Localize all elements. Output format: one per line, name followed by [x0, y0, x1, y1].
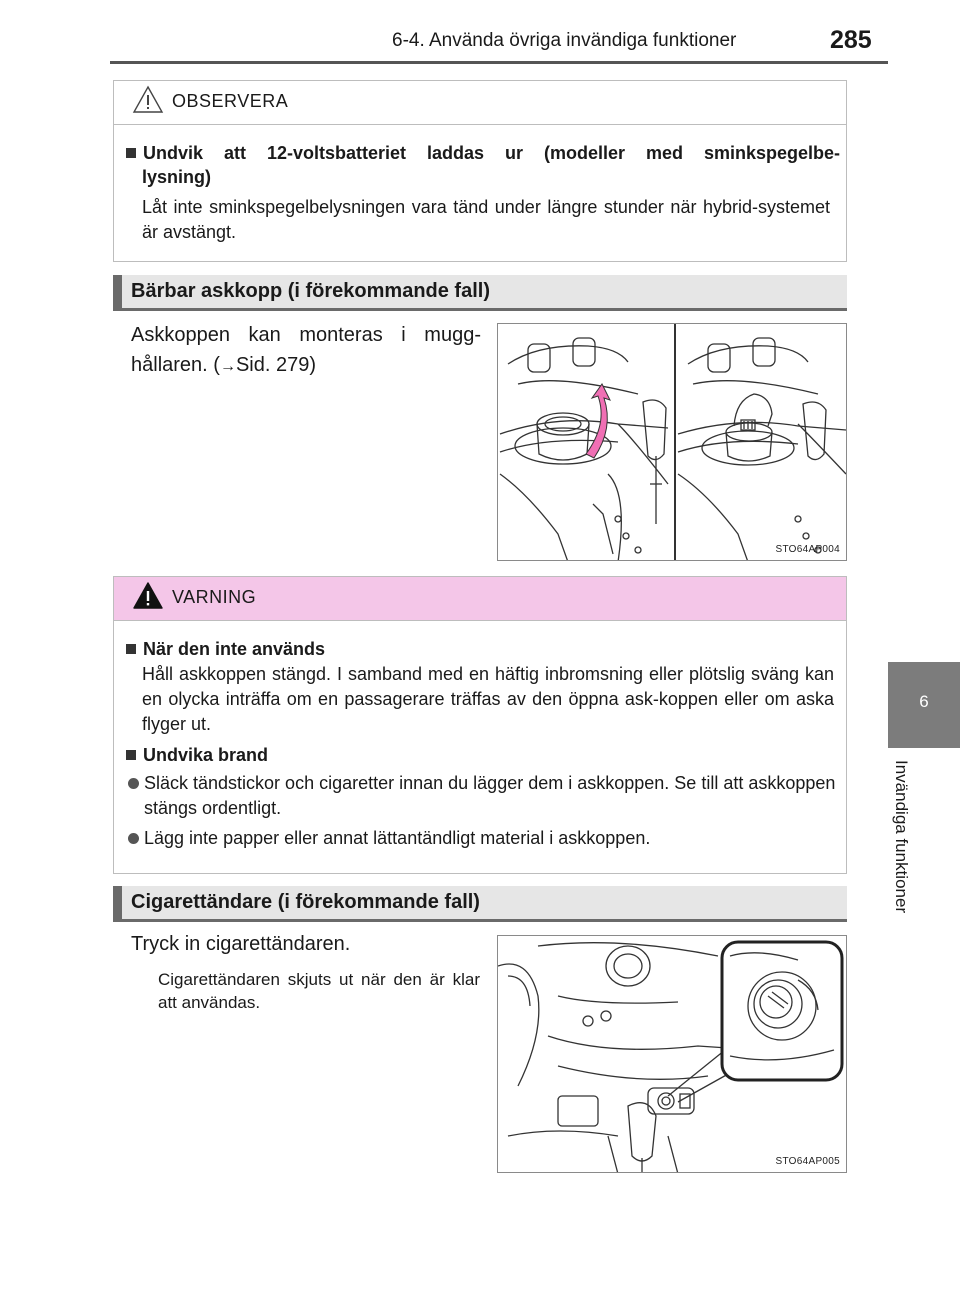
chapter-side-label-text: Invändiga funktioner	[892, 760, 911, 914]
warning-triangle-filled-icon	[132, 581, 164, 611]
page-number: 285	[830, 26, 872, 54]
reference-arrow-icon: →	[219, 358, 236, 375]
round-bullet-icon	[128, 833, 139, 844]
ashtray-text-line1: Askkoppen kan monteras i mugg-	[131, 324, 481, 346]
square-bullet-icon	[126, 750, 136, 760]
figure-code-lighter: STO64AP005	[775, 1156, 840, 1167]
round-bullet-icon	[128, 778, 139, 789]
chapter-tab-number: 6	[919, 692, 929, 711]
lighter-subtext: Cigarettändaren skjuts ut när den är klar att användas.	[158, 970, 480, 1012]
section-header-ashtray	[113, 275, 847, 311]
caution-triangle-outline-icon	[132, 85, 164, 115]
ashtray-ref-prefix: hållaren. (	[131, 354, 220, 376]
ashtray-in-cupholder-drawing	[498, 324, 847, 561]
warning-item1-title-text: När den inte används	[143, 639, 326, 659]
ashtray-illustration	[497, 323, 847, 561]
ashtray-page-reference[interactable]: Sid. 279)	[235, 354, 316, 376]
warning-item2-title-text: Undvika brand	[143, 745, 269, 765]
figure-code-ashtray: STO64AP004	[775, 544, 840, 555]
warning-box	[113, 576, 847, 874]
notice-item-text: Låt inte sminkspegelbelysningen vara tänd under längre stunder när hybrid-systemet är avstängt.	[142, 197, 830, 242]
notice-item-title-cont: lysning)	[142, 167, 212, 187]
square-bullet-icon	[126, 644, 136, 654]
section-title-ashtray: Bärbar askkopp (i förekommande fall)	[131, 280, 490, 302]
notice-box	[113, 80, 847, 262]
warning-item1-text: Håll askkoppen stängd. I samband med en häftig inbromsning eller plötslig sväng kan en olycka inträffa om en passagerare träffas av den öppna ask-koppen eller om aska flyger ut.	[142, 664, 834, 734]
chapter-tab	[888, 662, 960, 748]
warning-item1-title	[126, 637, 826, 661]
cigarette-lighter-drawing	[498, 936, 847, 1173]
notice-item-title-line1: Undvik att 12-voltsbatteriet laddas ur (modeller med sminkspegelbe-	[143, 143, 840, 163]
lighter-illustration	[497, 935, 847, 1173]
chapter-side-label	[893, 760, 923, 940]
chapter-title: 6-4. Använda övriga invändiga funktioner	[392, 30, 737, 51]
lighter-instruction: Tryck in cigarettändaren.	[131, 933, 351, 955]
section-header-lighter	[113, 886, 847, 922]
warning-bullet1: Släck tändstickor och cigaretter innan du lägger dem i askkoppen. Se till att askkoppen stängs ordentligt.	[144, 773, 836, 818]
notice-item-title	[126, 141, 840, 165]
square-bullet-icon	[126, 148, 136, 158]
warning-header	[114, 577, 846, 621]
warning-label: VARNING	[172, 587, 257, 607]
warning-item2-title	[126, 743, 826, 767]
warning-bullet2: Lägg inte papper eller annat lättantändligt material i askkoppen.	[144, 828, 651, 848]
notice-header	[114, 81, 846, 125]
header-rule	[110, 61, 888, 64]
ashtray-text-line2	[131, 350, 481, 382]
section-title-lighter: Cigarettändare (i förekommande fall)	[131, 891, 480, 913]
notice-label: OBSERVERA	[172, 91, 289, 111]
page-header	[0, 0, 960, 62]
